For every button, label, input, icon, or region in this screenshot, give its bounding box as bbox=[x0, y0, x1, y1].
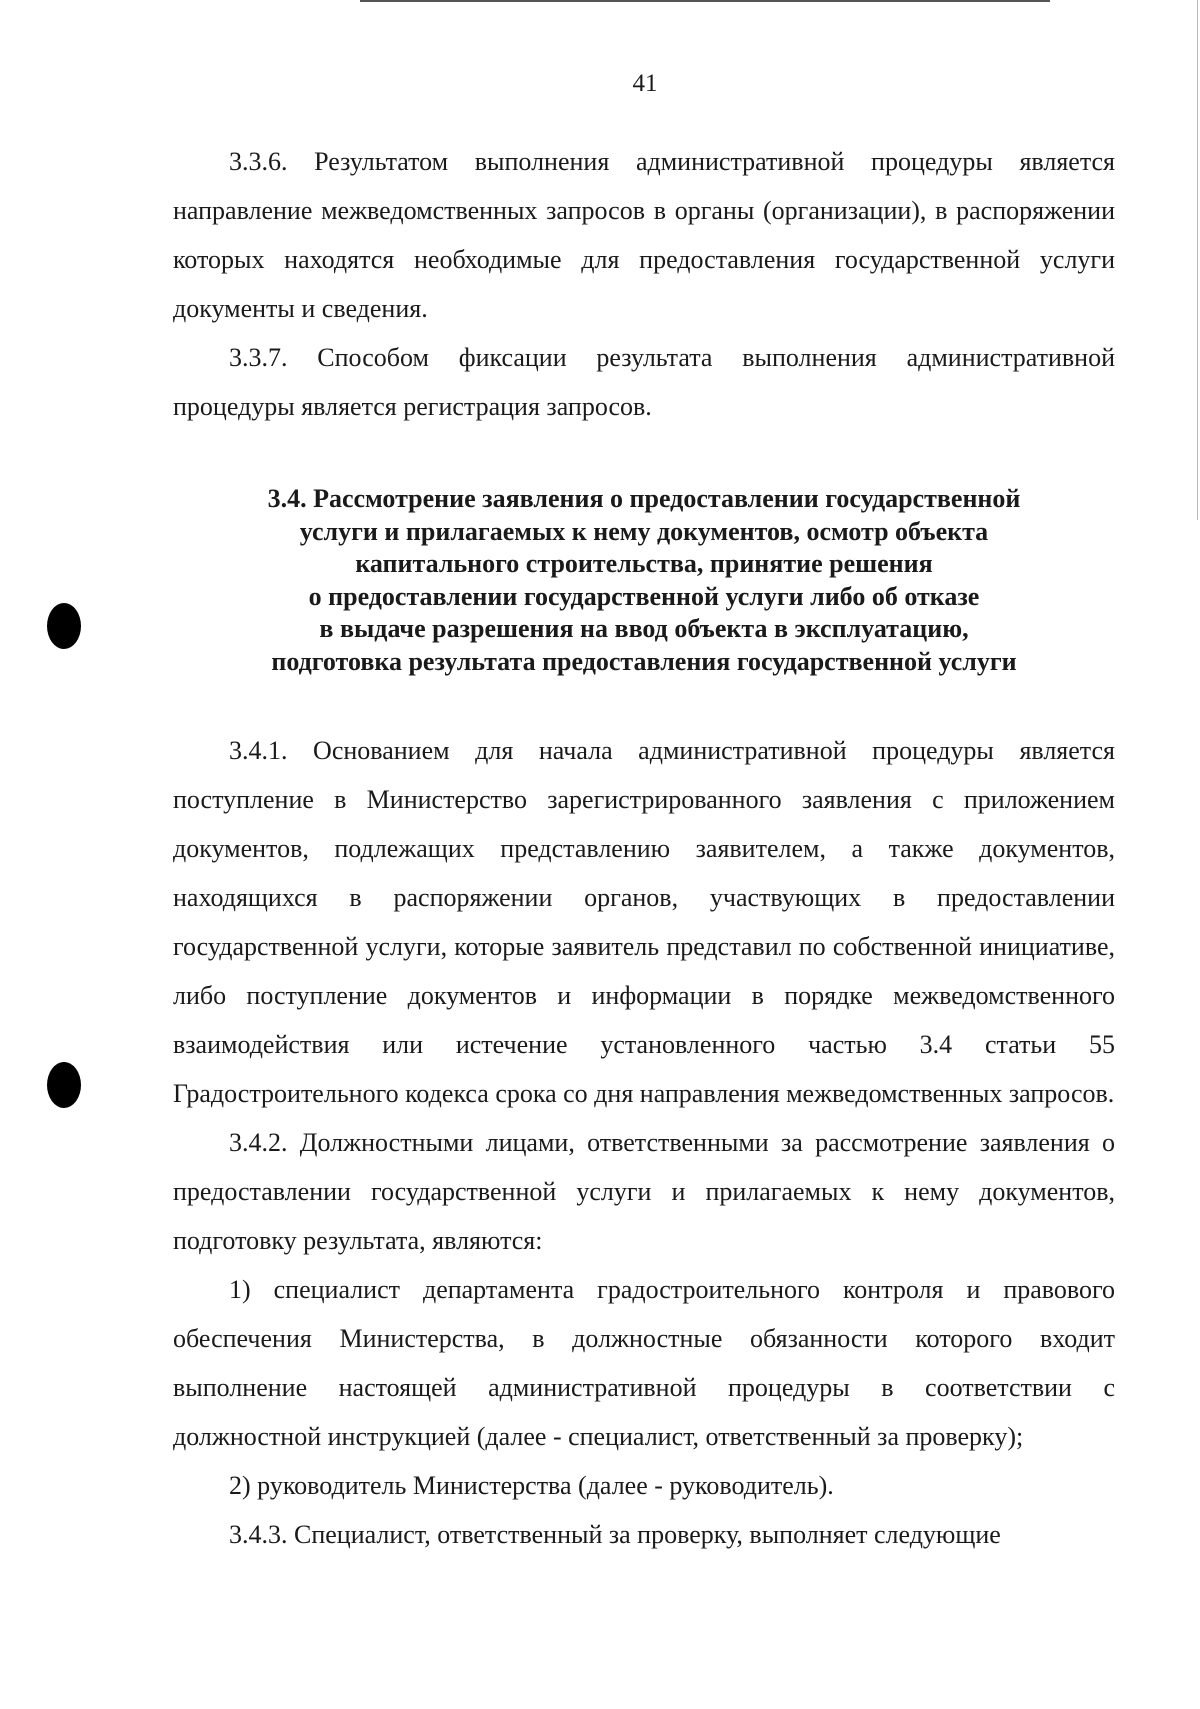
paragraph-3-3-6: 3.3.6. Результатом выполнения административной процедуры является направление межведомственных запросов в органы (организации), в распоряжении которых находятся необходимые для предоставления государственной услуги документы и сведения. bbox=[173, 147, 1115, 323]
paragraph-3-4-1: 3.4.1. Основанием для начала административной процедуры является поступление в Министерство зарегистрированного заявления с приложением документов, подлежащих представлению заявителем, а также документов, находящихся в распоряжении органов, участвующих в предоставлении государственной услуги, которые заявитель представил по собственной инициативе, либо поступление документов и информации в порядке межведомственного взаимодействия или истечение установленного частью 3.4 статьи 55 Градостроительного кодекса срока со дня направления межведомственных запросов. bbox=[173, 736, 1115, 1108]
heading-line: о предоставлении государственной услуги либо об отказе bbox=[308, 581, 980, 611]
page-number: 41 bbox=[632, 70, 658, 97]
paragraph-3-4-2: 3.4.2. Должностными лицами, ответственными за рассмотрение заявления о предоставлении государственной услуги и прилагаемых к нему документов, подготовку результата, являются: bbox=[173, 1128, 1115, 1255]
heading-line: услуги и прилагаемых к нему документов, осмотр объекта bbox=[299, 516, 989, 546]
heading-line: капитального строительства, принятие решения bbox=[355, 549, 933, 578]
punch-hole-top bbox=[47, 603, 81, 649]
punch-hole-bottom bbox=[47, 1062, 81, 1108]
heading-line: в выдаче разрешения на ввод объекта в эксплуатацию, bbox=[319, 614, 969, 643]
document-body bbox=[173, 137, 1115, 1559]
heading-line: 3.4. Рассмотрение заявления о предоставлении государственной bbox=[267, 484, 1021, 513]
section-heading-3-4 bbox=[173, 483, 1115, 678]
paragraph-3-3-7: 3.3.7. Способом фиксации результата выполнения административной процедуры является регистрация запросов. bbox=[173, 343, 1115, 421]
list-item-2: 2) руководитель Министерства (далее - руководитель). bbox=[229, 1471, 834, 1500]
heading-line: подготовка результата предоставления государственной услуги bbox=[271, 646, 1017, 676]
paragraph-3-4-3: 3.4.3. Специалист, ответственный за проверку, выполняет следующие bbox=[229, 1520, 1001, 1549]
scan-top-edge bbox=[360, 0, 1050, 2]
list-item-1: 1) специалист департамента градостроительного контроля и правового обеспечения Министерства, в должностные обязанности которого входит выполнение настоящей административной процедуры в соответствии с должностной инструкцией (далее - специалист, ответственный за проверку); bbox=[173, 1275, 1115, 1451]
